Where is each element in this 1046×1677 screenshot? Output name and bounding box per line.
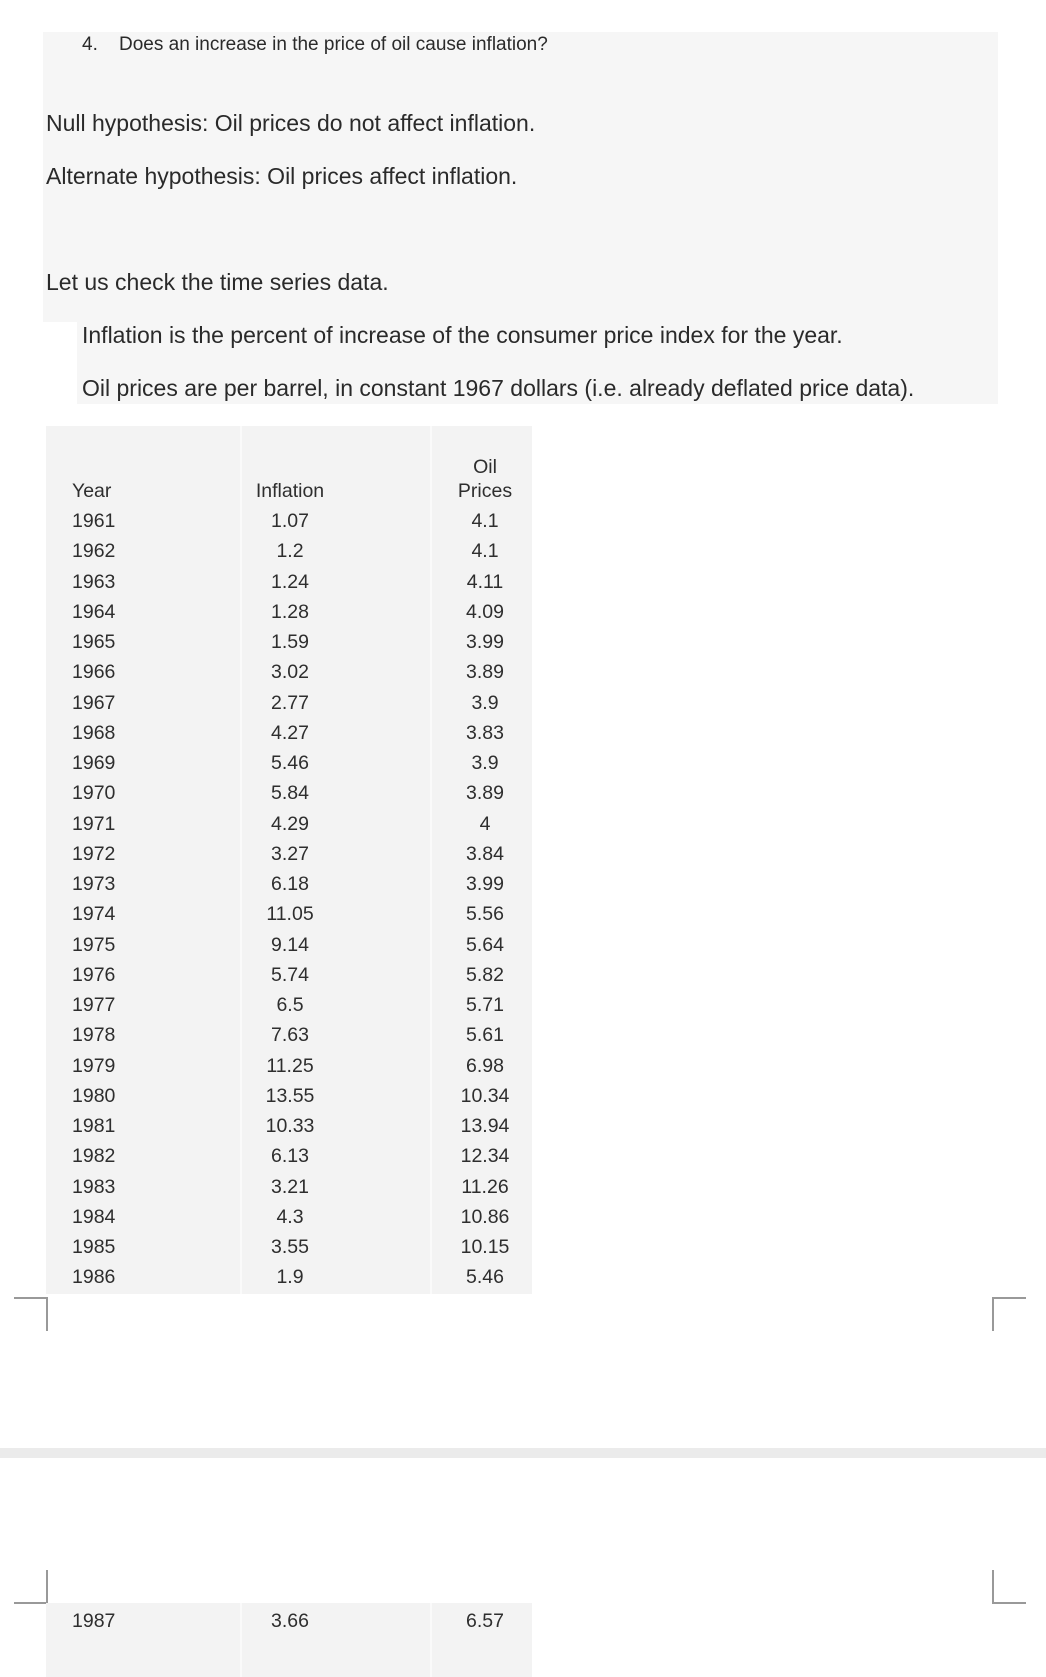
year-cell: 1964 xyxy=(72,600,116,623)
header-year: Year xyxy=(72,480,112,502)
oil-price-cell: 3.89 xyxy=(466,661,504,684)
oil-price-cell: 5.82 xyxy=(466,963,504,986)
oil-price-cell: 5.71 xyxy=(466,994,504,1016)
question-number: 4. xyxy=(82,34,98,55)
oil-price-cell: 13.94 xyxy=(460,1115,510,1137)
crop-mark-icon xyxy=(14,1297,48,1331)
data-table-continued xyxy=(46,1603,532,1677)
oil-price-cell: 5.64 xyxy=(466,933,504,956)
year-cell: 1986 xyxy=(72,1266,116,1289)
year-cell: 1966 xyxy=(72,661,116,684)
question-line xyxy=(82,34,548,56)
inflation-cell: 4.3 xyxy=(276,1205,304,1228)
year-cell: 1976 xyxy=(72,963,116,986)
inflation-cell: 3.55 xyxy=(271,1236,309,1258)
oil-price-cell: 3.99 xyxy=(466,631,504,653)
inflation-cell: 1.59 xyxy=(271,631,309,653)
question-text: Does an increase in the price of oil cause inflation? xyxy=(119,34,548,55)
year-cell: 1983 xyxy=(72,1175,116,1198)
inflation-cell: 10.33 xyxy=(265,1115,315,1137)
year-cell: 1973 xyxy=(72,873,116,895)
year-cell: 1982 xyxy=(72,1145,116,1168)
year-cell: 1984 xyxy=(72,1205,116,1228)
oil-price-cell: 4.1 xyxy=(471,510,499,532)
year-cell: 1970 xyxy=(72,782,116,805)
oil-price-cell: 3.9 xyxy=(471,691,499,714)
year-cell: 1971 xyxy=(72,812,116,835)
inflation-cell: 3.66 xyxy=(271,1610,309,1632)
oil-price-cell: 3.99 xyxy=(466,873,504,895)
year-cell: 1987 xyxy=(72,1610,116,1632)
oil-price-cell: 10.15 xyxy=(460,1236,510,1258)
header-oil-line2: Prices xyxy=(457,480,513,502)
year-cell: 1978 xyxy=(72,1024,116,1047)
inflation-cell: 7.63 xyxy=(271,1024,309,1047)
inflation-definition: Inflation is the percent of increase of the consumer price index for the year. xyxy=(82,322,843,348)
data-table xyxy=(46,426,532,1294)
inflation-cell: 6.13 xyxy=(271,1145,309,1168)
oil-price-cell: 4 xyxy=(479,812,491,835)
oil-price-cell: 10.34 xyxy=(460,1084,510,1107)
oil-price-cell: 10.86 xyxy=(460,1205,510,1228)
oil-price-definition: Oil prices are per barrel, in constant 1967 dollars (i.e. already deflated price data). xyxy=(82,375,915,401)
oil-price-cell: 5.61 xyxy=(466,1024,504,1047)
year-cell: 1977 xyxy=(72,994,116,1016)
year-cell: 1963 xyxy=(72,570,116,593)
inflation-cell: 1.24 xyxy=(271,570,309,593)
year-cell: 1967 xyxy=(72,691,116,714)
column-divider xyxy=(240,426,242,1294)
inflation-cell: 3.21 xyxy=(271,1175,309,1198)
crop-mark-icon xyxy=(992,1570,1026,1604)
year-cell: 1975 xyxy=(72,933,116,956)
header-oil-line1: Oil xyxy=(473,456,497,478)
inflation-cell: 11.05 xyxy=(266,903,314,926)
inflation-cell: 6.18 xyxy=(271,873,309,895)
inflation-cell: 3.27 xyxy=(271,842,309,865)
page-separator xyxy=(0,1448,1046,1458)
null-hypothesis: Null hypothesis: Oil prices do not affect inflation. xyxy=(46,110,536,136)
year-cell: 1965 xyxy=(72,631,116,653)
year-cell: 1985 xyxy=(72,1236,116,1258)
inflation-cell: 1.9 xyxy=(276,1266,304,1289)
oil-price-cell: 5.46 xyxy=(466,1266,504,1289)
column-divider xyxy=(240,1603,242,1677)
oil-price-cell: 4.1 xyxy=(471,540,499,563)
inflation-cell: 5.46 xyxy=(271,752,309,774)
oil-price-cell: 3.83 xyxy=(466,721,504,744)
year-cell: 1962 xyxy=(72,540,116,563)
check-data-text: Let us check the time series data. xyxy=(46,269,389,295)
year-cell: 1981 xyxy=(72,1115,116,1137)
inflation-cell: 1.28 xyxy=(271,600,309,623)
oil-price-cell: 5.56 xyxy=(466,903,504,926)
alternate-hypothesis: Alternate hypothesis: Oil prices affect inflation. xyxy=(46,163,518,189)
oil-price-cell: 3.89 xyxy=(466,782,504,805)
inflation-cell: 6.5 xyxy=(276,994,304,1016)
oil-price-cell: 6.98 xyxy=(466,1054,504,1077)
oil-price-cell: 3.9 xyxy=(471,752,499,774)
crop-mark-icon xyxy=(14,1570,48,1604)
oil-price-cell: 11.26 xyxy=(461,1175,509,1198)
oil-price-cell: 3.84 xyxy=(466,842,504,865)
inflation-cell: 4.29 xyxy=(271,812,309,835)
year-cell: 1974 xyxy=(72,903,116,926)
inflation-cell: 13.55 xyxy=(265,1084,315,1107)
year-cell: 1980 xyxy=(72,1084,116,1107)
year-cell: 1972 xyxy=(72,842,116,865)
inflation-cell: 11.25 xyxy=(266,1054,314,1077)
crop-mark-icon xyxy=(992,1297,1026,1331)
inflation-cell: 1.2 xyxy=(276,540,304,563)
year-cell: 1969 xyxy=(72,752,116,774)
year-cell: 1968 xyxy=(72,721,116,744)
header-inflation: Inflation xyxy=(255,480,325,502)
year-cell: 1979 xyxy=(72,1054,116,1077)
year-cell: 1961 xyxy=(72,510,116,532)
oil-price-cell: 4.09 xyxy=(466,600,504,623)
oil-price-cell: 4.11 xyxy=(466,570,504,593)
inflation-cell: 5.74 xyxy=(271,963,309,986)
inflation-cell: 2.77 xyxy=(271,691,309,714)
inflation-cell: 3.02 xyxy=(271,661,309,684)
oil-price-cell: 6.57 xyxy=(466,1610,504,1632)
oil-price-cell: 12.34 xyxy=(460,1145,510,1168)
inflation-cell: 4.27 xyxy=(271,721,309,744)
inflation-cell: 1.07 xyxy=(271,510,309,532)
inflation-cell: 9.14 xyxy=(271,933,309,956)
inflation-cell: 5.84 xyxy=(271,782,309,805)
